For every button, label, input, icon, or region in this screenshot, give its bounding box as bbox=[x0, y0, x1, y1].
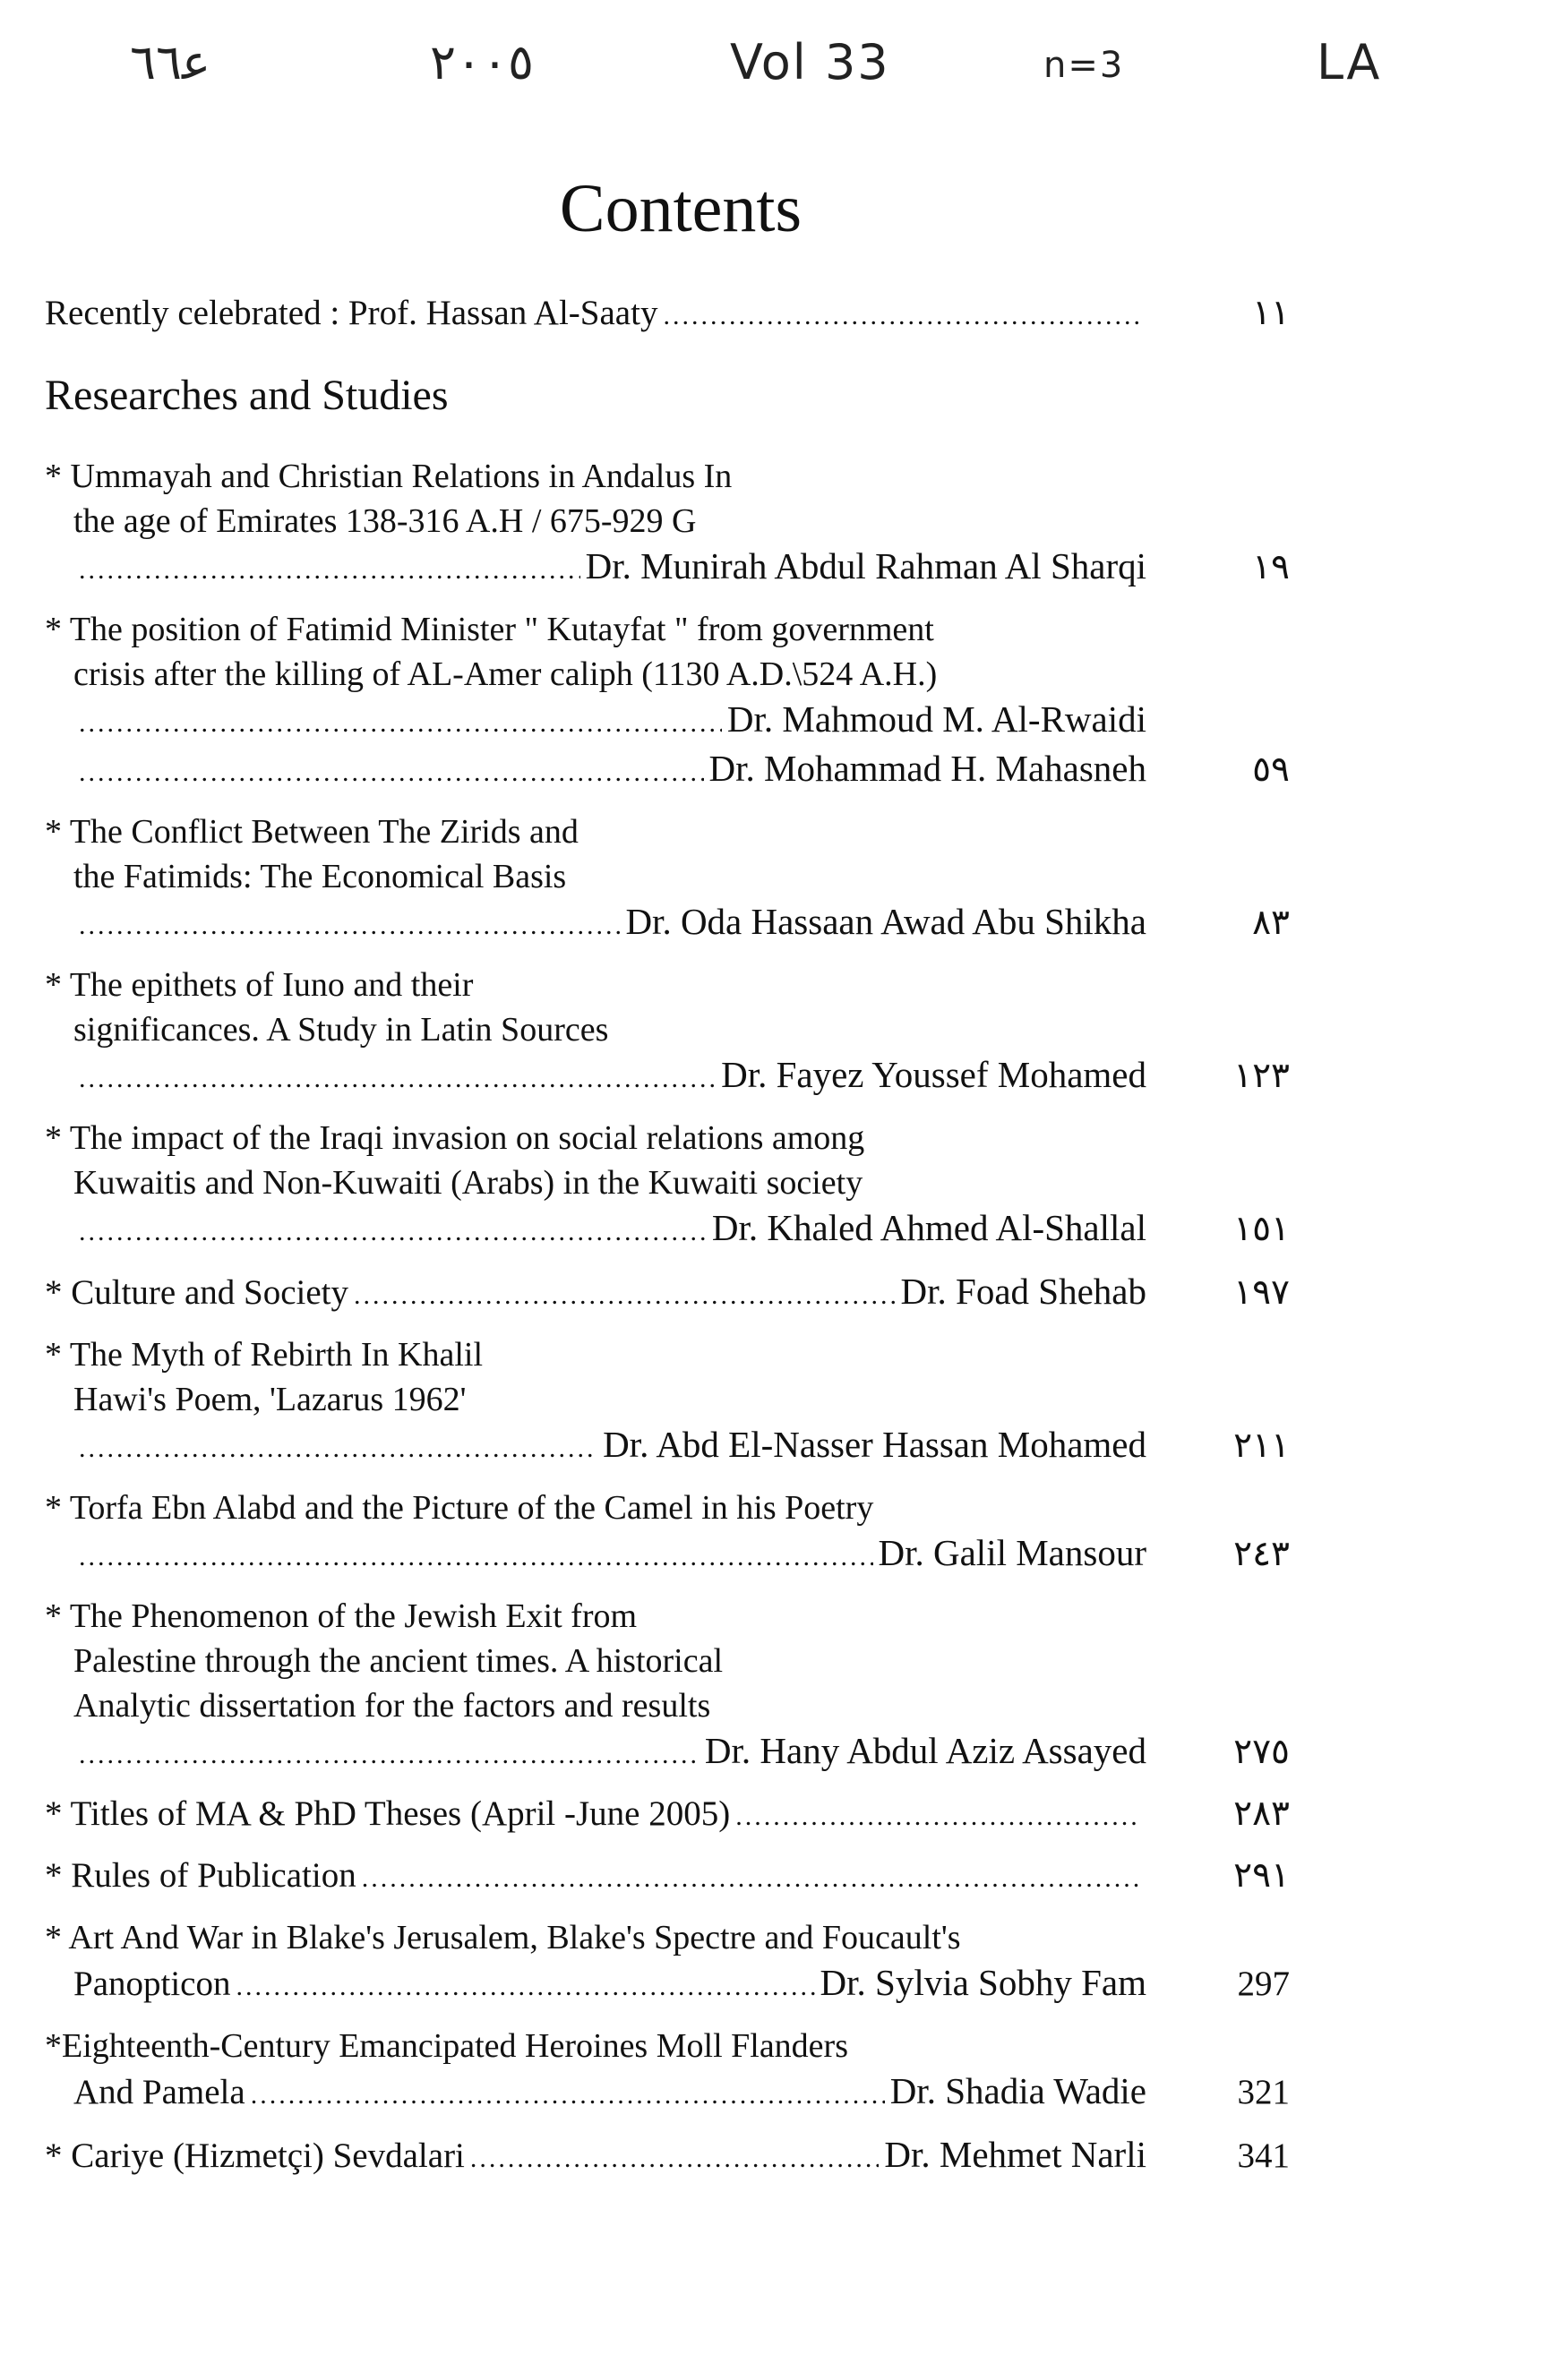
dot-leader bbox=[79, 1535, 873, 1580]
page-number: ٨٣ bbox=[1252, 903, 1290, 942]
handwritten-note: ٢٠٠٥ bbox=[430, 34, 535, 90]
toc-entry bbox=[45, 1853, 1290, 1901]
page-number: ٥٩ bbox=[1252, 750, 1290, 789]
page-number: 341 bbox=[1237, 2136, 1290, 2175]
handwritten-note: n=3 bbox=[1043, 45, 1125, 86]
toc-line bbox=[45, 697, 1290, 746]
dot-leader bbox=[79, 1426, 597, 1471]
dot-leader bbox=[79, 1057, 716, 1101]
author-name: Dr. Galil Mansour bbox=[878, 1532, 1146, 1573]
author-name: Dr. Fayez Youssef Mohamed bbox=[721, 1054, 1146, 1095]
author-name: Dr. Hany Abdul Aziz Assayed bbox=[704, 1730, 1146, 1771]
entry-title: * Torfa Ebn Alabd and the Picture of the Camel in his Poetry bbox=[45, 1489, 874, 1527]
entry-title: *Eighteenth-Century Emancipated Heroines Moll Flanders bbox=[45, 2027, 848, 2065]
entry-title: * The position of Fatimid Minister " Kutayfat " from government bbox=[45, 611, 934, 648]
toc-line bbox=[45, 1422, 1290, 1471]
entry-title: crisis after the killing of AL-Amer caliph (1130 A.D.\524 A.H.) bbox=[73, 655, 938, 693]
entry-title: * The epithets of Iuno and their bbox=[45, 966, 474, 1004]
author-name: Dr. Mohammad H. Mahasneh bbox=[708, 748, 1146, 789]
dot-leader bbox=[79, 548, 580, 593]
dot-leader bbox=[470, 2136, 879, 2181]
entry-title: Hawi's Poem, 'Lazarus 1962' bbox=[73, 1381, 467, 1418]
author-name: Dr. Abd El-Nasser Hassan Mohamed bbox=[603, 1424, 1146, 1465]
entry-title: * The Conflict Between The Zirids and bbox=[45, 813, 579, 851]
toc-line bbox=[45, 2132, 1290, 2181]
entry-title: * Art And War in Blake's Jerusalem, Blake's Spectre and Foucault's bbox=[45, 1919, 961, 1956]
toc-entry bbox=[45, 454, 1290, 593]
entry-title: Analytic dissertation for the factors and results bbox=[73, 1687, 711, 1725]
toc-line bbox=[45, 1792, 1290, 1839]
entry-title: * The Myth of Rebirth In Khalil bbox=[45, 1336, 484, 1374]
dot-leader bbox=[79, 701, 722, 746]
toc-line bbox=[45, 1960, 1290, 2009]
toc-entry bbox=[45, 2132, 1290, 2181]
toc-entry bbox=[45, 1915, 1290, 2009]
toc-line bbox=[45, 1205, 1290, 1254]
toc-line bbox=[45, 1052, 1290, 1101]
dot-leader bbox=[79, 1733, 700, 1777]
toc-line bbox=[45, 1269, 1290, 1318]
entry-title: the Fatimids: The Economical Basis bbox=[73, 858, 567, 895]
dot-leader bbox=[354, 1273, 896, 1318]
dot-leader bbox=[79, 903, 620, 948]
entry-title: significances. A Study in Latin Sources bbox=[73, 1011, 609, 1049]
toc-entry bbox=[45, 1332, 1290, 1471]
page-number: ٢٧٥ bbox=[1233, 1733, 1290, 1771]
dot-leader bbox=[236, 1965, 814, 2009]
entry-title: Kuwaitis and Non-Kuwaiti (Arabs) in the Kuwaiti society bbox=[73, 1164, 863, 1202]
toc-entry bbox=[45, 2024, 1290, 2118]
page-number: ١٥١ bbox=[1233, 1210, 1290, 1248]
author-name: Dr. Oda Hassaan Awad Abu Shikha bbox=[625, 901, 1146, 942]
page-number: ١٩٧ bbox=[1233, 1273, 1290, 1312]
dot-leader bbox=[663, 294, 1141, 338]
author-name: Dr. Mahmoud M. Al-Rwaidi bbox=[726, 698, 1146, 740]
toc-line bbox=[45, 1853, 1290, 1901]
entry-title: * Rules of Publication bbox=[45, 1856, 356, 1895]
entry-title: * Cariye (Hizmetçi) Sevdalari bbox=[45, 2136, 465, 2175]
entry-title: And Pamela bbox=[73, 2073, 245, 2111]
page-number: 297 bbox=[1237, 1965, 1290, 2003]
entry-title: the age of Emirates 138-316 A.H / 675-929 G bbox=[73, 502, 697, 540]
toc-line bbox=[45, 1728, 1290, 1777]
toc-entry bbox=[45, 1269, 1290, 1318]
page-number: 321 bbox=[1237, 2073, 1290, 2111]
toc-entry bbox=[45, 607, 1290, 795]
author-name: Dr. Munirah Abdul Rahman Al Sharqi bbox=[585, 545, 1146, 586]
entry-title: * The Phenomenon of the Jewish Exit from bbox=[45, 1597, 638, 1635]
entry-title: Palestine through the ancient times. A historical bbox=[73, 1642, 724, 1680]
handwritten-note: ﻋ٦٦ bbox=[130, 34, 211, 90]
dot-leader bbox=[362, 1856, 1141, 1901]
author-name: Dr. Mehmet Narli bbox=[884, 2134, 1146, 2175]
page-number: ١٩ bbox=[1252, 548, 1290, 586]
dot-leader bbox=[79, 750, 704, 795]
entry-title: * Ummayah and Christian Relations in Andalus In bbox=[45, 458, 733, 495]
entry-list bbox=[45, 454, 1290, 2181]
toc-entry bbox=[45, 1594, 1290, 1777]
handwritten-note: Vol 33 bbox=[730, 34, 890, 90]
entry-title: * The impact of the Iraqi invasion on social relations among bbox=[45, 1119, 865, 1157]
toc-line bbox=[45, 1530, 1290, 1580]
author-name: Dr. Sylvia Sobhy Fam bbox=[820, 1962, 1146, 2003]
toc-line bbox=[45, 746, 1290, 795]
author-name: Dr. Shadia Wadie bbox=[889, 2070, 1146, 2111]
toc-entry bbox=[45, 1792, 1290, 1839]
page-number: ١٢٣ bbox=[1233, 1057, 1290, 1095]
toc-entry bbox=[45, 809, 1290, 948]
handwritten-note: LA bbox=[1317, 34, 1382, 90]
page-number: ٢٩١ bbox=[1233, 1856, 1290, 1895]
author-name: Dr. Foad Shehab bbox=[900, 1271, 1146, 1312]
dot-leader bbox=[735, 1794, 1141, 1839]
entry-title: * Titles of MA & PhD Theses (April -June 2005) bbox=[45, 1794, 731, 1833]
toc-line bbox=[45, 2068, 1290, 2118]
toc-line bbox=[45, 544, 1290, 593]
toc-line bbox=[45, 899, 1290, 948]
page-number: ٢٤٣ bbox=[1233, 1535, 1290, 1573]
toc-entry bbox=[45, 1485, 1290, 1580]
dot-leader bbox=[251, 2073, 885, 2118]
toc-entry bbox=[45, 1116, 1290, 1254]
celebrated-entry bbox=[45, 291, 1290, 338]
author-name: Dr. Khaled Ahmed Al-Shallal bbox=[711, 1207, 1146, 1248]
page-number: ٢٨٣ bbox=[1233, 1794, 1290, 1833]
page-title: Contents bbox=[559, 171, 803, 246]
page-number: ١١ bbox=[1252, 294, 1290, 332]
entry-title: * Culture and Society bbox=[45, 1273, 349, 1312]
table-of-contents bbox=[45, 291, 1290, 2181]
dot-leader bbox=[79, 1210, 707, 1254]
section-title: Researches and Studies bbox=[45, 372, 449, 419]
page-number: ٢١١ bbox=[1233, 1426, 1290, 1465]
toc-entry bbox=[45, 963, 1290, 1101]
handwritten-annotations bbox=[0, 25, 1545, 106]
celebrated-label: Recently celebrated : Prof. Hassan Al-Saaty bbox=[45, 294, 658, 332]
entry-title: Panopticon bbox=[73, 1965, 231, 2003]
